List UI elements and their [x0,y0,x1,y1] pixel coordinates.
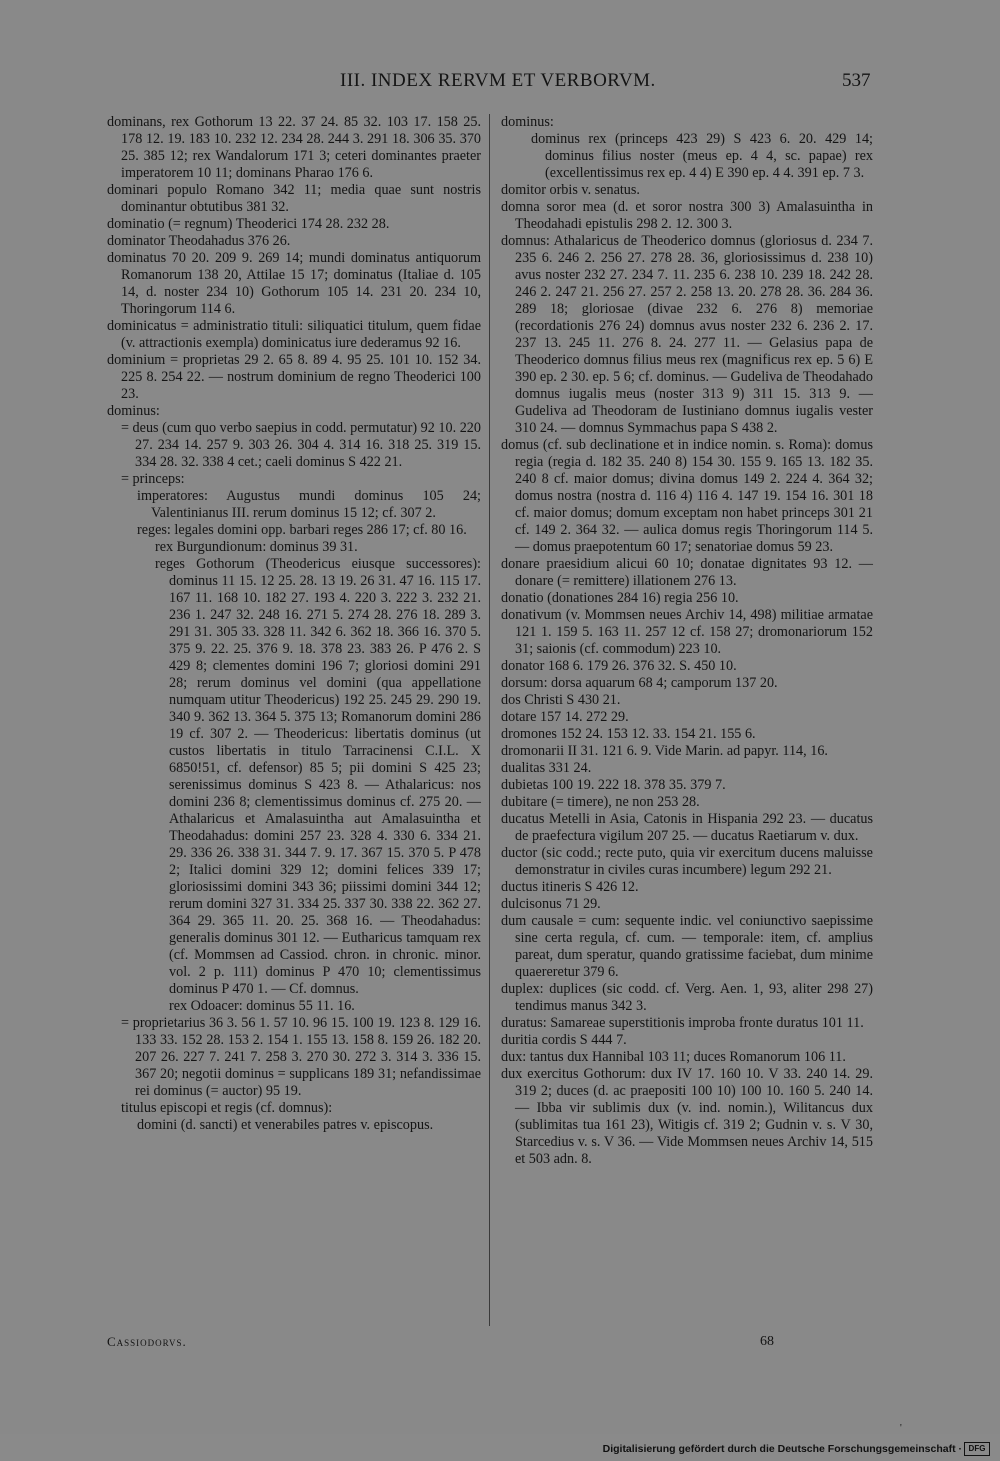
index-entry: dotare 157 14. 272 29. [501,709,629,725]
index-entry: dualitas 331 24. [501,760,592,776]
index-entry: dominus: [501,114,554,130]
index-entry: duplex: duplices (sic codd. cf. Verg. Aen. 1, 93, aliter 298 27) tendimus manus 342 3. [501,981,873,1014]
index-entry: domna soror mea (d. et soror nostra 300 3) Amalasuintha in Theodahadi epistulis 298 2. 12. 300 3. [501,199,873,232]
index-entry: dominans, rex Gothorum 13 22. 37 24. 85 32. 103 17. 158 25. 178 12. 19. 183 10. 232 12. 234 28. 244 3. 291 18. 306 35. 370 25. 385 12; rex Wandalorum 171 3; ceteri dominantes praeter imperatorem 10 11; dominans Pharao 176 6. [107,114,481,181]
page-number: 537 [842,70,871,91]
index-entry: dominator Theodahadus 376 26. [107,233,291,249]
page-title: III. INDEX RERVM ET VERBORVM. [340,70,656,91]
index-entry: duritia cordis S 444 7. [501,1032,627,1048]
footer-author: Cassiodorvs. [107,1334,187,1349]
index-entry: donator 168 6. 179 26. 376 32. S. 450 10. [501,658,737,674]
index-entry: dominatio (= regnum) Theoderici 174 28. 232 28. [107,216,390,232]
index-entry: dominari populo Romano 342 11; media quae sunt nostris dominantur obtutibus 381 32. [107,182,481,215]
index-entry: dulcisonus 71 29. [501,896,601,912]
index-entry: rex Odoacer: dominus 55 11. 16. [169,998,355,1014]
index-entry: dubitare (= timere), ne non 253 28. [501,794,700,810]
index-entry: dominium = proprietas 29 2. 65 8. 89 4. 95 25. 101 10. 152 34. 225 8. 254 22. — nostrum dominium de regno Theoderici 100 23. [107,352,481,402]
index-entry: dorsum: dorsa aquarum 68 4; camporum 137 20. [501,675,778,691]
index-entry: donare praesidium alicui 60 10; donatae dignitates 93 12. — donare (= remittere) illationem 276 13. [501,556,873,589]
index-entry: dubietas 100 19. 222 18. 378 35. 379 7. [501,777,726,793]
index-entry: domus (cf. sub declinatione et in indice nomin. s. Roma): domus regia (regia d. 182 35. 240 8) 154 30. 155 9. 165 13. 182 35. 240 8 cf. maior domus; divina domus 149 2. 224 4. 364 32; domus nostra (nostra d. 116 4) 116 4. 147 19. 154 16. 301 18 cf. maior domus; domum exceptam non habet princeps 301 21 cf. 149 2. 364 32. — aulica domus regis Thoringorum 114 5. — domus praepotentum 60 17; senatoriae domus 59 23. [501,437,873,555]
index-entry: dominus: [107,403,160,419]
column-divider [489,114,490,1326]
index-entry: domini (d. sancti) et venerabiles patres v. episcopus. [137,1117,434,1133]
index-entry: titulus episcopi et regis (cf. domnus): [121,1100,333,1116]
index-entry: = princeps: [121,471,185,487]
stray-mark: ' [900,1423,902,1434]
index-entry: dos Christi S 430 21. [501,692,621,708]
index-entry: = proprietarius 36 3. 56 1. 57 10. 96 15. 100 19. 123 8. 129 16. 133 33. 152 28. 153 2. 154 1. 155 13. 158 8. 159 26. 182 20. 207 26. 227 7. 241 7. 258 3. 270 30. 272 3. 314 3. 336 15. 367 20; negotii dominus = supplicans 189 31; nefandissimae rei dominus (= auctor) 95 19. [121,1015,481,1099]
index-entry: dux exercitus Gothorum: dux IV 17. 160 10. V 33. 240 14. 29. 319 2; duces (d. ac praepositi 100 10) 100 10. 160 5. 240 14. — Ibba vir sublimis dux (v. ind. nomin.), Wilitancus dux (sublimitas tua 161 23), Witigis cf. 319 2; Gudnin v. s. V 30, Starcedius v. s. V 36. — Vide Mommsen neues Archiv 14, 515 et 503 adn. 8. [501,1066,873,1167]
index-entry: dum causale = cum: sequente indic. vel coniunctivo saepissime sine certa regula, cf. cum. — temporale: item, cf. amplius pareat, dum speratur, quando gratissime faciebat, dum minime quaereretur 379 6. [501,913,873,980]
index-entry: domitor orbis v. senatus. [501,182,640,198]
index-entry: donativum (v. Mommsen neues Archiv 14, 498) militiae armatae 121 1. 159 5. 163 11. 257 12 cf. 158 27; dromonariorum 152 31; saionis (cf. commodum) 223 10. [501,607,873,657]
index-entry: dominus rex (princeps 423 29) S 423 6. 20. 429 14; dominus filius noster (meus ep. 4 4, sc. papae) rex (excellentissimus rex ep. 4 4) E 390 ep. 4 4. 391 ep. 7 3. [531,131,873,181]
index-entry: rex Burgundionum: dominus 39 31. [155,539,358,555]
index-column-left [107,114,481,1134]
index-entry: ductus itineris S 426 12. [501,879,639,895]
index-entry: imperatores: Augustus mundi dominus 105 24; Valentinianus III. rerum dominus 15 12; cf. 307 2. [137,488,481,521]
dfg-credit: Digitalisierung gefördert durch die Deutsche Forschungsgemeinschaft · [602,1443,962,1455]
index-entry: reges: legales domini opp. barbari reges 286 17; cf. 80 16. [137,522,467,538]
signature-mark: 68 [760,1334,774,1349]
index-entry: duratus: Samareae superstitionis improba fronte duratus 101 11. [501,1015,864,1031]
index-entry: ductor (sic codd.; recte puto, quia vir exercitum ducens maluisse demonstratur in civiles curas incumbere) legum 292 21. [501,845,873,878]
index-entry: = deus (cum quo verbo saepius in codd. permutatur) 92 10. 220 27. 234 14. 257 9. 303 26. 304 4. 314 16. 318 25. 319 15. 334 28. 32. 338 4 cet.; caeli dominus S 422 21. [121,420,481,470]
index-entry: reges Gothorum (Theodericus eiusque successores): dominus 11 15. 12 25. 28. 13 19. 26 31. 47 16. 115 17. 167 11. 168 10. 182 27. 193 4. 220 3. 222 3. 232 21. 236 1. 247 32. 248 16. 271 5. 274 28. 276 18. 289 3. 291 31. 305 33. 328 11. 342 6. 362 18. 366 16. 370 5. 375 9. 22. 25. 376 9. 18. 378 23. 383 26. P 476 2. S 429 8; clementes domini 196 7; gloriosi domini 291 28; rerum dominus vel domini (qua appellatione numquam utitur Theodericus) 192 25. 245 29. 290 19. 340 9. 362 13. 364 5. 375 13; Romanorum domini 286 19 cf. 307 2. — Theodericus: libertatis dominus (ut custos libertatis in titulo Tarracinensi C.I.L. X 6850!51, cf. defensor) 85 5; pii domini S 425 23; serenissimus dominus S 423 8. — Athalaricus: nos domini 236 8; clementissimus dominus cf. 275 20. — Athalaricus et Amalasuintha aut Amalasuintha et Theodahadus: domini 257 23. 328 4. 330 6. 334 21. 29. 336 26. 338 31. 344 7. 9. 17. 367 15. 370 5. P 478 2; Italici domini 329 12; domini felices 339 17; gloriosissimi domini 343 36; piissimi domini 344 12; rerum domini 327 31. 334 25. 337 30. 338 22. 362 27. 364 29. 365 11. 20. 25. 368 16. — Theodahadus: generalis dominus 301 12. — Eutharicus tamquam rex (cf. Mommsen ad Cassiod. chron. in chronic. minor. vol. 2 p. 111) dominus P 470 10; clementissimus dominus P 470 1. — Cf. domnus. [155,556,481,997]
index-entry: ducatus Metelli in Asia, Catonis in Hispania 292 23. — ducatus de praefectura vigilum 207 25. — ducatus Raetiarum v. dux. [501,811,873,844]
index-entry: domnus: Athalaricus de Theoderico domnus (gloriosus d. 234 7. 235 6. 246 2. 256 27. 278 28. 36, gloriosissimus d. 238 10) avus noster 232 27. 234 7. 11. 235 6. 238 10. 239 18. 242 28. 246 2. 247 21. 256 27. 257 2. 258 13. 20. 278 28. 36. 284 36. 289 18; gloriosae (divae 232 6. 276 8) memoriae (recordationis 276 24) domnus avus noster 232 6. 236 2. 17. 237 13. 245 11. 276 8. 24. 277 11. — Gelasius papa de Theoderico domnus filius meus rex (magnificus rex ep. 5 6) E 390 ep. 2 30. ep. 5 6; cf. dominus. — Gudeliva de Theodahado domnus iugalis meus (noster 313 9) 311 15. 313 9. — Gudeliva ad Theodoram de Iustiniano domnus iugalis vester 310 24. — domnus Symmachus papa S 438 2. [501,233,873,436]
index-entry: dromonarii II 31. 121 6. 9. Vide Marin. ad papyr. 114, 16. [501,743,828,759]
digitization-bar [0,1434,1000,1461]
index-entry: dominatus 70 20. 209 9. 269 14; mundi dominatus antiquorum Romanorum 138 20, Attilae 15 17; dominatus (Italiae d. 105 14, d. noster 234 10) Gothorum 105 14. 231 20. 234 10, Thoringorum 114 6. [107,250,481,317]
running-head [0,70,1000,94]
index-entry: dromones 152 24. 153 12. 33. 154 21. 155 6. [501,726,756,742]
index-entry: dominicatus = administratio tituli: siliquatici titulum, quem fidae (v. attractionis exempla) dominicatus iure dederamus 92 16. [107,318,481,351]
index-column-right [501,114,873,1168]
index-entry: dux: tantus dux Hannibal 103 11; duces Romanorum 106 11. [501,1049,846,1065]
index-entry: donatio (donationes 284 16) regia 256 10. [501,590,739,606]
dfg-logo-icon: DFG [964,1442,990,1456]
